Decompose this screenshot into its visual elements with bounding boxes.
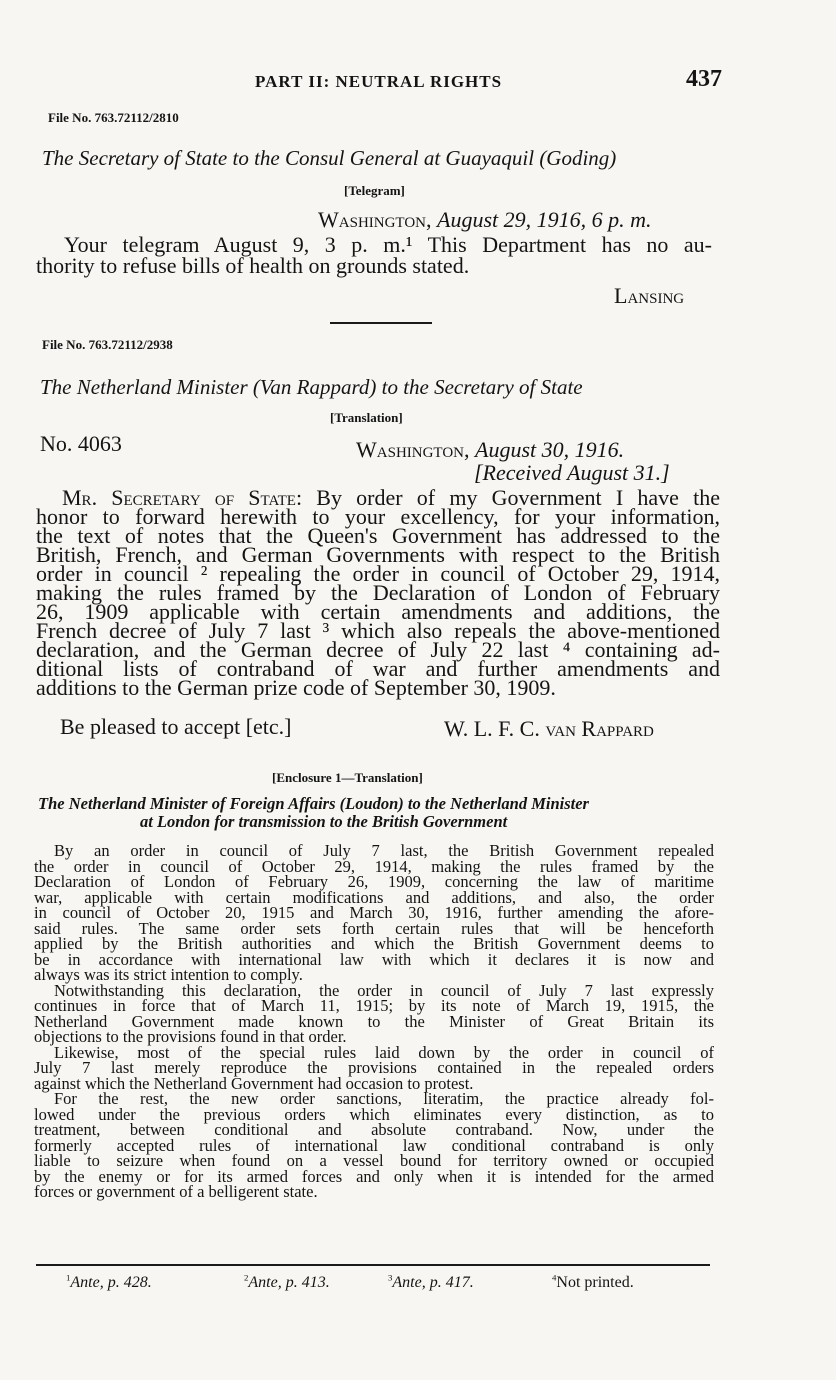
enclosure-line: forces or government of a belligerent state. — [34, 1182, 318, 1201]
section-divider — [330, 322, 432, 324]
doc2-dateline-place: Washington, — [356, 437, 470, 462]
doc1-body-line: thority to refuse bills of health on grounds stated. — [36, 253, 470, 278]
doc2-salutation: Mr. Secretary of State: — [62, 485, 303, 510]
enclosure-line: Notwithstanding this declaration, the order in council of July 7 last expressly — [54, 980, 714, 1000]
doc2-body — [36, 485, 721, 700]
doc2-body-line: additions to the German prize code of September 30, 1909. — [36, 675, 556, 700]
enclosure-line: said rules. The same order sets forth certain rules that will be henceforth — [34, 918, 714, 938]
enclosure-body — [34, 843, 714, 1200]
footnote-4 — [552, 1274, 634, 1292]
doc2-number: No. 4063 — [40, 431, 122, 456]
doc1-title: The Secretary of State to the Consul General at Guayaquil (Goding) — [42, 146, 617, 170]
doc2-signature: W. L. F. C. van Rappard — [444, 716, 654, 741]
enclosure-label: [Enclosure 1—Translation] — [272, 770, 423, 785]
enclosure-line: Netherland Government made known to the Minister of Great Britain its — [34, 1011, 714, 1031]
doc1-signature: Lansing — [614, 283, 685, 308]
enclosure-line: always was its strict intention to comply. — [34, 965, 303, 984]
doc2-body-first-text: By order of my Government I have the — [316, 485, 721, 510]
footnote-text: Ante, p. 417. — [392, 1274, 474, 1291]
running-head: PART II: NEUTRAL RIGHTS — [255, 72, 503, 91]
doc2-body-line: the text of notes that the Queen's Government has addressed to the — [36, 523, 720, 548]
enclosure-line: liable to seizure when found on a vessel bound for territory owned or occupied — [34, 1151, 714, 1170]
enclosure-line: by the enemy or for its armed forces and only when it is intended for the armed — [34, 1166, 714, 1186]
footnote-text: Ante, p. 413. — [248, 1274, 330, 1291]
enclosure-line: war, applicable with certain modifications and additions, and also, the order — [34, 887, 714, 907]
doc2-kind: [Translation] — [330, 410, 403, 425]
footnote-2 — [244, 1274, 330, 1292]
enclosure-line: objections to the provisions found in that order. — [34, 1027, 347, 1046]
footnote-rule — [36, 1264, 710, 1266]
enclosure-line: Likewise, most of the special rules laid down by the order in council of — [54, 1042, 714, 1062]
enclosure-line: Declaration of London of February 26, 1909, concerning the law of maritime — [34, 872, 714, 891]
doc2-closing: Be pleased to accept [etc.] — [60, 714, 292, 739]
enclosure-line: the order in council of October 29, 1914, making the rules framed by the — [34, 856, 714, 876]
footnote-mark: 2 — [244, 1272, 249, 1283]
footnote-mark: 4 — [552, 1272, 557, 1283]
doc1-dateline-date: August 29, 1916, 6 p. m. — [437, 207, 652, 232]
enclosure-line: For the rest, the new order sanctions, literatim, the practice already fol- — [54, 1089, 714, 1108]
doc2-body-line: ditional lists of contraband of war and further amendments and — [36, 656, 720, 681]
doc2-body-line: declaration, and the German decree of July 22 last ⁴ containing ad- — [36, 637, 720, 662]
page-number: 437 — [686, 66, 722, 92]
enclosure-title-line2: at London for transmission to the British Government — [140, 812, 508, 831]
doc2-file-number: File No. 763.72112/2938 — [42, 337, 173, 352]
enclosure-line: July 7 last merely reproduce the provisions contained in the repealed orders — [34, 1058, 714, 1077]
enclosure-line: lowed under the previous orders which eliminates every distinction, as to — [34, 1104, 714, 1124]
doc1-body-line: Your telegram August 9, 3 p. m.¹ This Department has no au- — [64, 232, 712, 257]
enclosure-line: By an order in council of July 7 last, the British Government repealed — [54, 841, 714, 860]
enclosure-title-line1: The Netherland Minister of Foreign Affairs (Loudon) to the Netherland Minister — [38, 794, 589, 813]
enclosure-line: applied by the British authorities and which the British Government deems to — [34, 934, 714, 953]
footnote-mark: 1 — [66, 1272, 71, 1283]
doc2-body-line: British, French, and German Governments with respect to the British — [36, 542, 720, 567]
doc1-file-number: File No. 763.72112/2810 — [48, 110, 179, 125]
doc2-body-line: honor to forward herewith to your excellency, for your information, — [36, 504, 720, 529]
doc2-received: [Received August 31.] — [474, 460, 670, 485]
doc1-kind: [Telegram] — [344, 183, 405, 198]
footnote-text: Not printed. — [556, 1274, 634, 1291]
doc2-body-line: order in council ² repealing the order in council of October 29, 1914, — [36, 561, 720, 586]
footnote-mark: 3 — [388, 1272, 393, 1283]
doc2-body-line: making the rules framed by the Declaration of London of February — [36, 580, 720, 605]
footnote-text: Ante, p. 428. — [70, 1274, 152, 1291]
footnote-3 — [388, 1274, 474, 1292]
doc1-body — [36, 234, 712, 276]
doc2-dateline-date: August 30, 1916. — [475, 437, 625, 462]
enclosure-line: be in accordance with international law with which it declares it is now and — [34, 949, 714, 969]
enclosure-line: treatment, between conditional and absolute contraband. Now, under the — [34, 1120, 714, 1139]
doc2-body-line: French decree of July 7 last ³ which also repeals the above-mentioned — [36, 618, 720, 643]
enclosure-line: in council of October 20, 1915 and March 30, 1916, further amending the afore- — [34, 903, 714, 922]
enclosure-line: formerly accepted rules of international law conditional contraband is only — [34, 1135, 714, 1155]
doc2-title: The Netherland Minister (Van Rappard) to the Secretary of State — [40, 375, 583, 399]
doc1-dateline-place: Washington, — [318, 207, 432, 232]
doc2-body-line: 26, 1909 applicable with certain amendments and additions, the — [36, 599, 720, 624]
footnote-1 — [66, 1274, 152, 1292]
enclosure-line: against which the Netherland Government had occasion to protest. — [34, 1073, 474, 1093]
doc1-dateline — [318, 207, 652, 233]
enclosure-line: continues in force that of March 11, 1915; by its note of March 19, 1915, the — [34, 996, 714, 1015]
